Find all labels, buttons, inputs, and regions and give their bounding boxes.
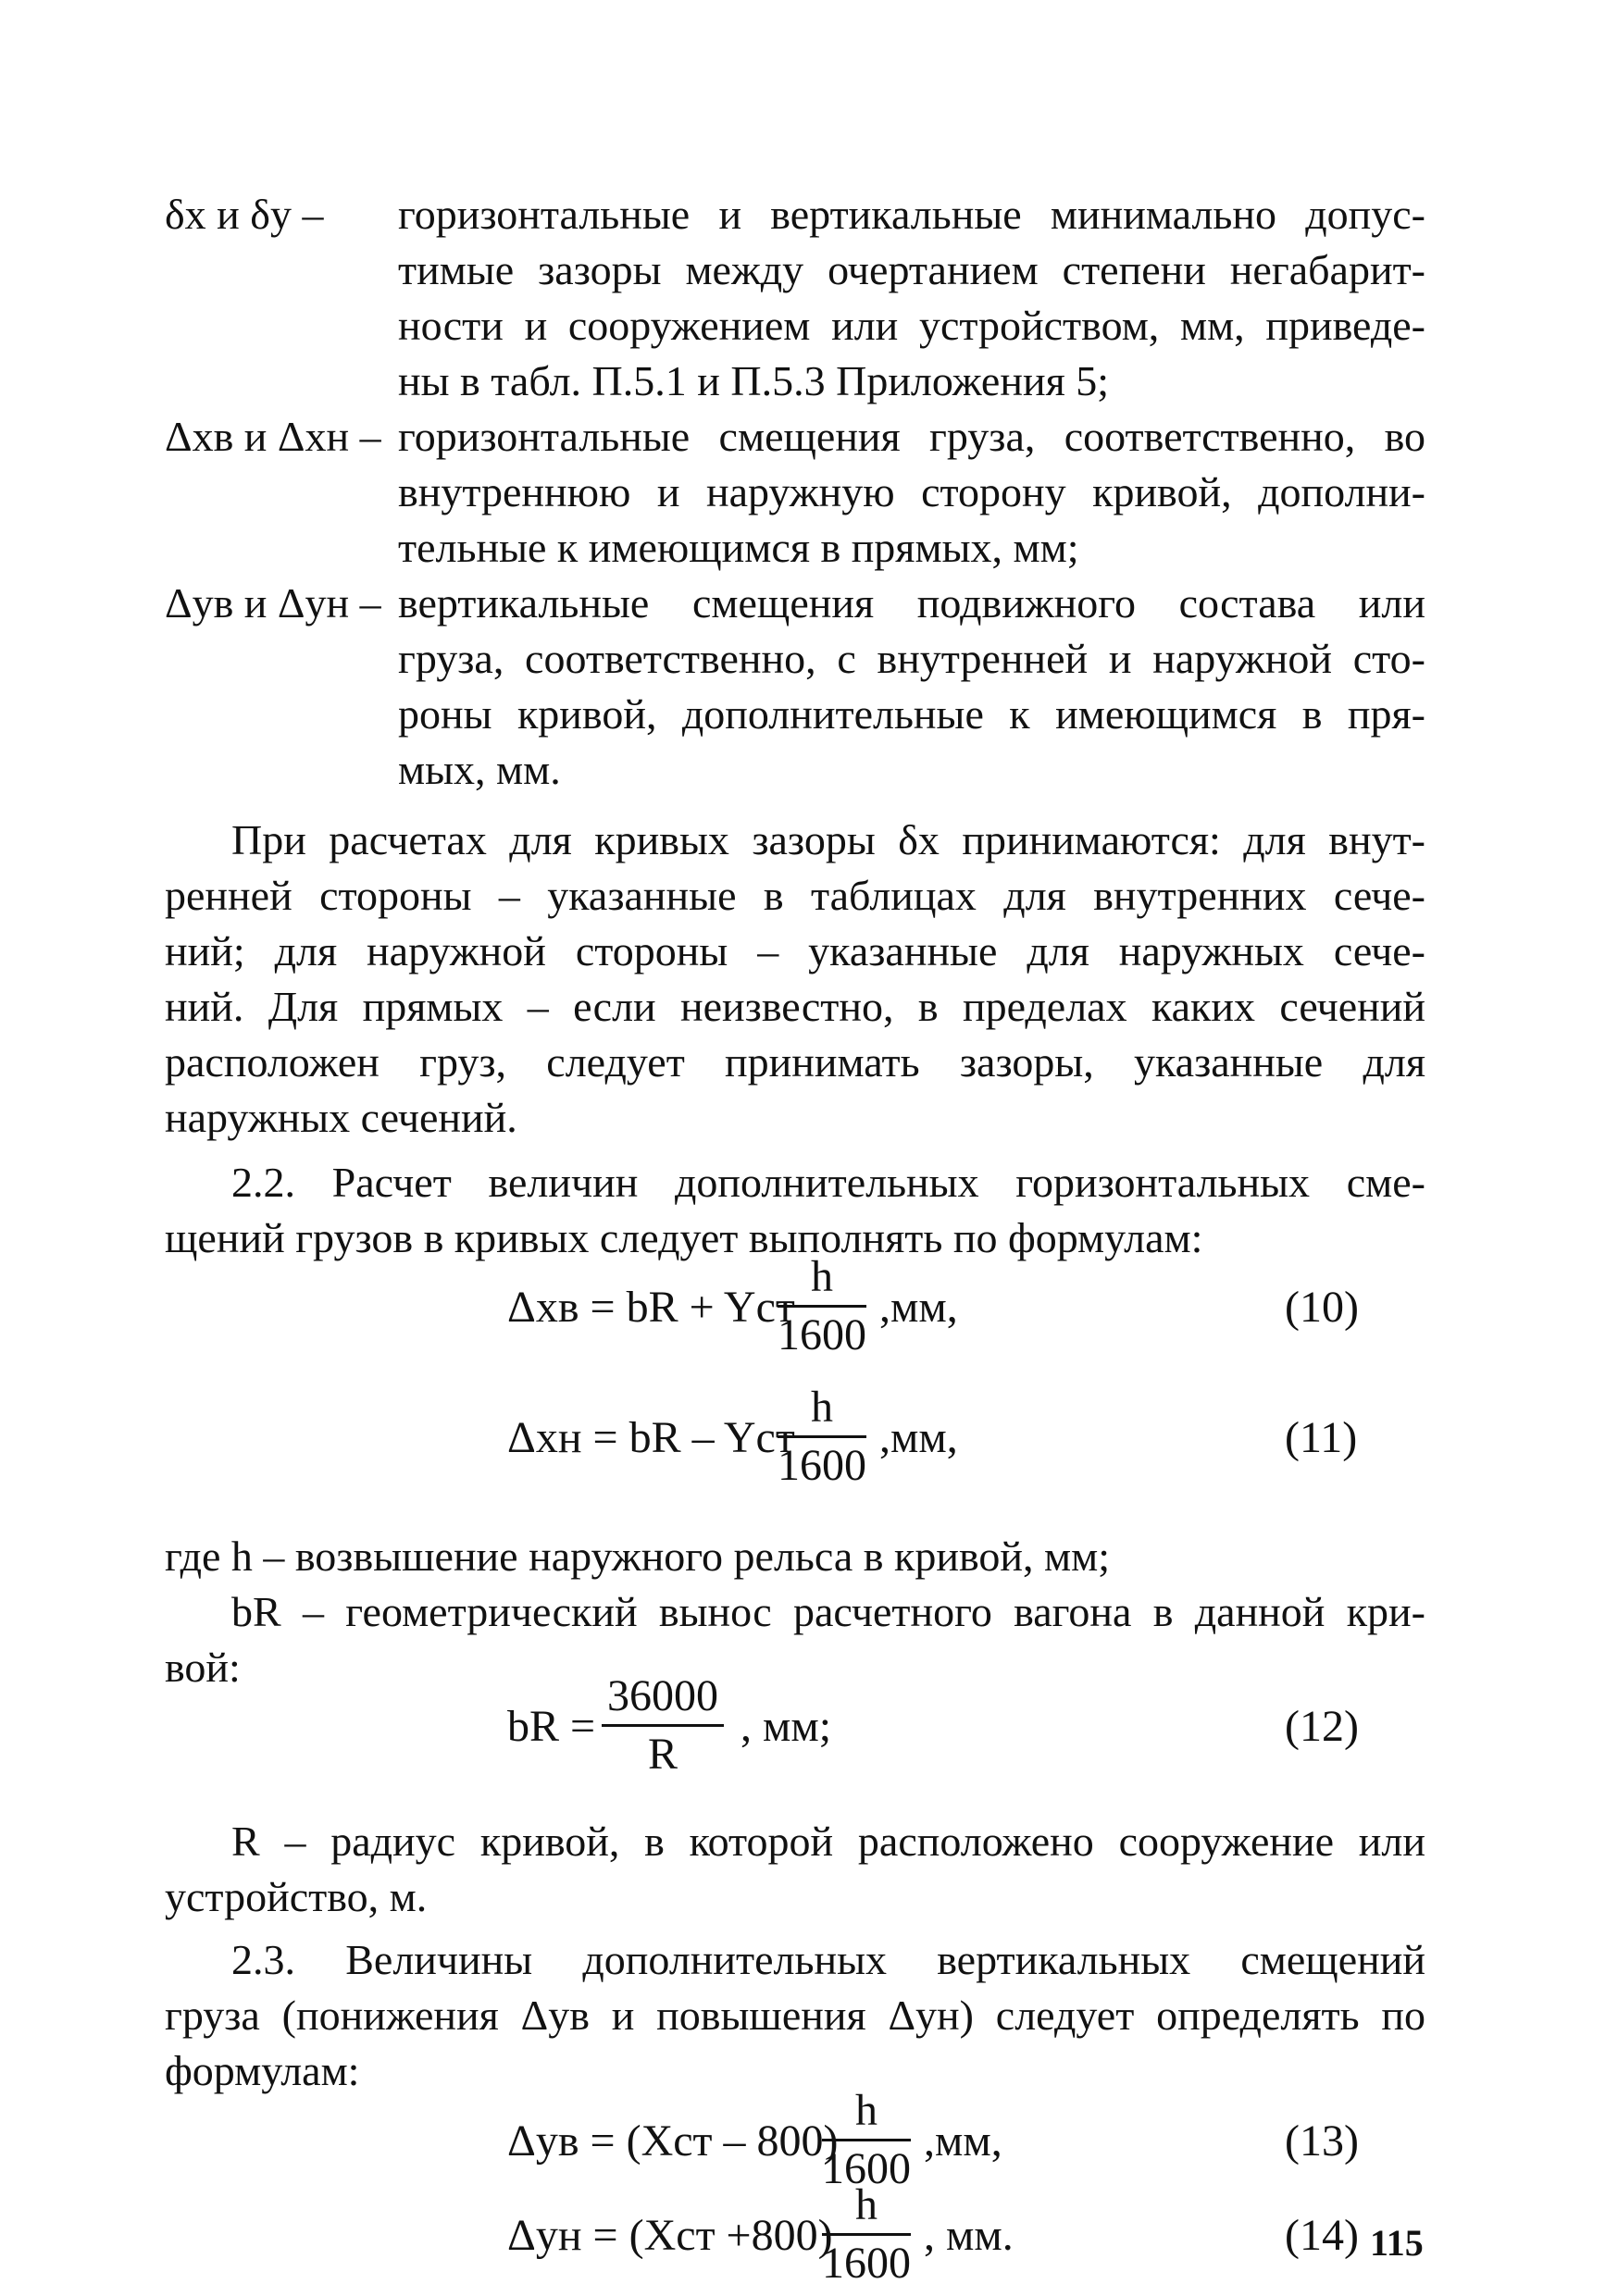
paragraph-line: щений грузов в кривых следует выполнять по формулам:	[165, 1214, 1203, 1261]
paragraph-line: устройство, м.	[165, 1873, 428, 1920]
formula-11-fraction	[778, 1382, 866, 1492]
equation-number: (10)	[1285, 1283, 1359, 1332]
definition-line: горизонтальные смещения груза, соответственно, во	[398, 413, 1425, 460]
fraction-numerator: h	[822, 2085, 911, 2141]
paragraph-line: bR – геометрический вынос расчетного вагона в данной кри-	[231, 1588, 1425, 1635]
formula-10-lhs: Δxв = bR + Yст	[507, 1283, 795, 1332]
formula-12-lhs: bR =	[507, 1702, 596, 1751]
paragraph-line: груза (понижения Δyв и повышения Δyн) следует определять по	[165, 1992, 1425, 2039]
paragraph-line: При расчетах для кривых зазоры δx принимаются: для внут-	[231, 816, 1425, 863]
equation-number: (13)	[1285, 2116, 1359, 2166]
paragraph-line: R – радиус кривой, в которой расположено сооружение или	[231, 1818, 1425, 1865]
equation-number: (14)	[1285, 2211, 1359, 2260]
formula-14-lhs: Δyн = (Xст +800)	[507, 2211, 833, 2260]
definition-symbol-delta: δx и δy –	[165, 191, 324, 238]
fraction-numerator: h	[778, 1251, 866, 1308]
definition-line: тимые зазоры между очертанием степени негабарит-	[398, 246, 1425, 293]
definition-line: горизонтальные и вертикальные минимально допус-	[398, 191, 1425, 238]
formula-11-lhs: Δxн = bR – Yст	[507, 1413, 795, 1462]
paragraph-line: формулам:	[165, 2047, 360, 2094]
paragraph-line: где h – возвышение наружного рельса в кривой, мм;	[165, 1533, 1110, 1580]
equation-number: (12)	[1285, 1702, 1359, 1751]
formula-10-unit: ,мм,	[879, 1283, 958, 1332]
definition-line: вертикальные смещения подвижного состава или	[398, 579, 1425, 627]
formula-13-unit: ,мм,	[924, 2116, 1002, 2166]
formula-12-fraction	[602, 1670, 724, 1781]
fraction-denominator: R	[647, 1730, 678, 1779]
definition-line: тельные к имеющимся в прямых, мм;	[398, 524, 1079, 571]
fraction-denominator: 1600	[822, 2239, 911, 2288]
fraction-numerator: h	[778, 1382, 866, 1438]
formula-10-fraction	[778, 1251, 866, 1361]
paragraph-line: ний. Для прямых – если неизвестно, в пределах каких сечений	[165, 983, 1425, 1030]
paragraph-line: расположен груз, следует принимать зазоры, указанные для	[165, 1038, 1425, 1086]
fraction-denominator: 1600	[778, 1310, 866, 1359]
formula-11-unit: ,мм,	[879, 1413, 958, 1462]
definition-line: внутреннюю и наружную сторону кривой, дополни-	[398, 468, 1425, 515]
formula-14-unit: , мм.	[924, 2211, 1014, 2260]
fraction-denominator: 1600	[778, 1441, 866, 1490]
paragraph-line: ренней стороны – указанные в таблицах для внутренних сече-	[165, 872, 1425, 919]
fraction-numerator: h	[822, 2179, 911, 2236]
formula-13-lhs: Δyв = (Xст – 800)	[507, 2116, 839, 2166]
definition-line: груза, соответственно, с внутренней и наружной сто-	[398, 635, 1425, 682]
definition-line: ны в табл. П.5.1 и П.5.3 Приложения 5;	[398, 357, 1110, 404]
definition-symbol-dx: Δxв и Δxн –	[165, 413, 381, 460]
paragraph-line: 2.3. Величины дополнительных вертикальных смещений	[231, 1936, 1425, 1983]
formula-14-fraction	[822, 2179, 911, 2290]
page-number: 115	[1370, 2222, 1424, 2264]
fraction-denominator: 1600	[822, 2144, 911, 2193]
paragraph-line: ний; для наружной стороны – указанные для наружных сече-	[165, 927, 1425, 974]
equation-number: (11)	[1285, 1413, 1358, 1462]
paragraph-line: вой:	[165, 1644, 241, 1691]
formula-12-unit: , мм;	[741, 1702, 832, 1751]
definition-line: роны кривой, дополнительные к имеющимся в пря-	[398, 690, 1425, 738]
paragraph-line: 2.2. Расчет величин дополнительных горизонтальных сме-	[231, 1159, 1425, 1206]
definition-line: ности и сооружением или устройством, мм, приведе-	[398, 302, 1425, 349]
definition-symbol-dy: Δyв и Δyн –	[165, 579, 381, 627]
definition-line: мых, мм.	[398, 746, 561, 793]
paragraph-line: наружных сечений.	[165, 1094, 517, 1141]
fraction-numerator: 36000	[602, 1670, 724, 1727]
